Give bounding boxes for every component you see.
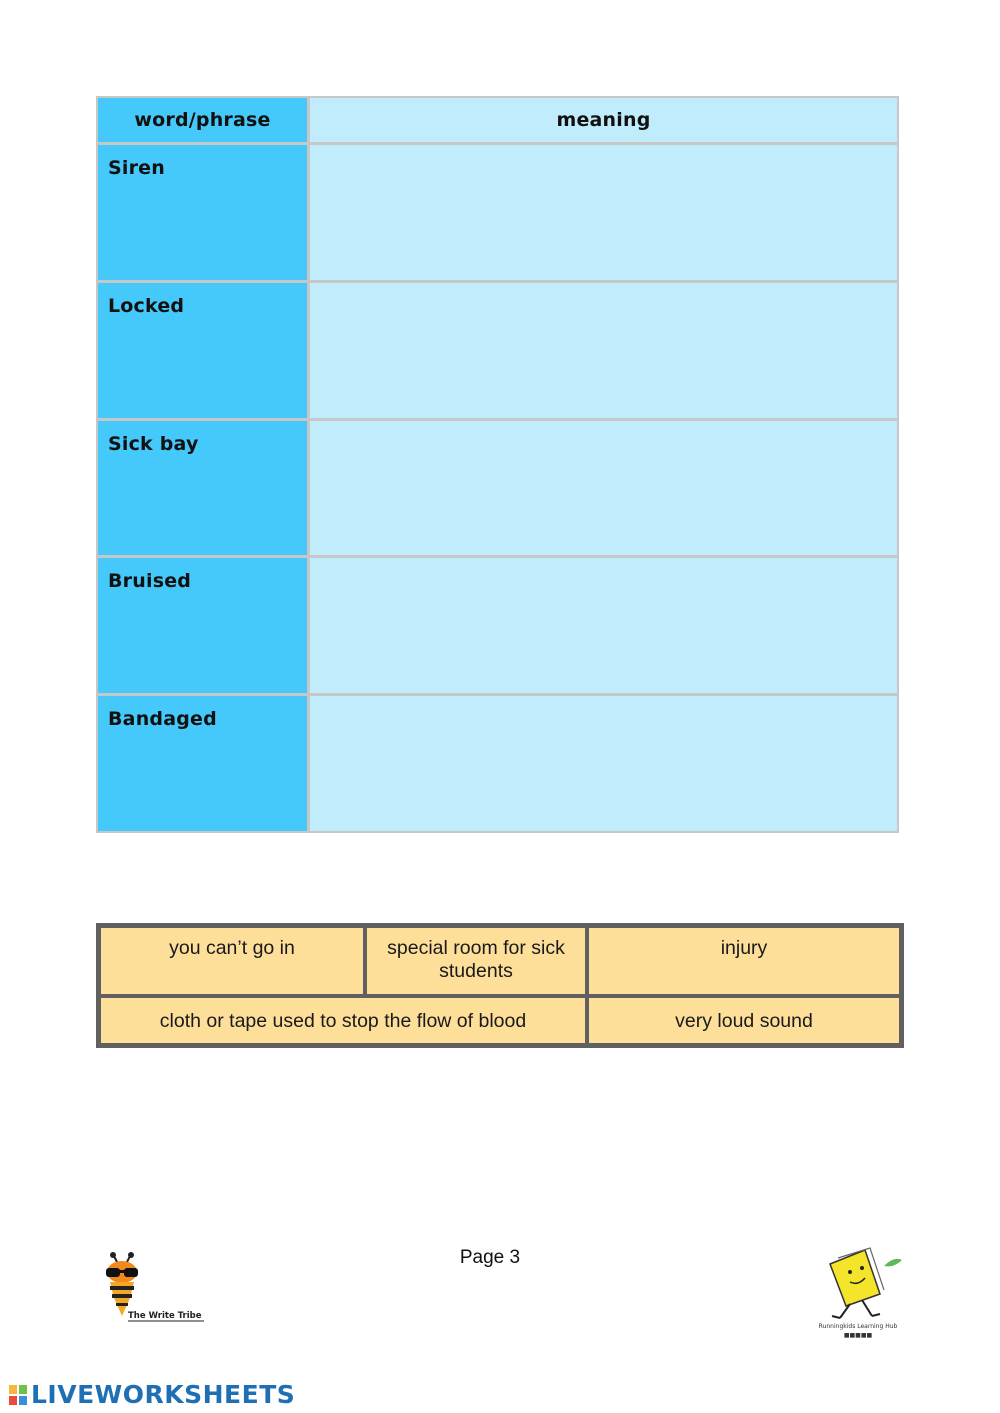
option-very-loud-sound[interactable]: very loud sound	[589, 998, 899, 1043]
word-label: Locked	[108, 294, 185, 317]
meaning-dropzone-sick-bay[interactable]	[310, 421, 897, 556]
meaning-dropzone-bruised[interactable]	[310, 558, 897, 693]
option-special-room[interactable]: special room for sick students	[367, 928, 585, 994]
vocabulary-table	[96, 96, 899, 833]
runningkids-logo-text: Runningkids Learning Hub	[818, 1323, 898, 1330]
header-meaning-label: meaning	[556, 109, 651, 131]
liveworksheets-brand[interactable]	[8, 1380, 295, 1409]
option-cloth-or-tape[interactable]: cloth or tape used to stop the flow of blood	[101, 998, 585, 1043]
liveworksheets-wordmark: LIVEWORKSHEETS	[31, 1380, 296, 1409]
page-number: Page 3	[459, 1247, 521, 1268]
runningkids-logo	[810, 1244, 906, 1344]
write-tribe-logo-text: The Write Tribe	[128, 1311, 202, 1321]
option-you-cant-go-in[interactable]: you can’t go in	[101, 928, 363, 994]
word-label: Bandaged	[108, 708, 217, 731]
word-label: Bruised	[108, 570, 192, 593]
word-cell-locked	[98, 283, 307, 418]
word-cell-siren	[98, 145, 307, 280]
word-cell-sick-bay	[98, 421, 307, 556]
write-tribe-logo	[98, 1250, 208, 1328]
word-bank	[96, 923, 904, 1048]
liveworksheets-logo-icon	[8, 1384, 28, 1406]
meaning-dropzone-locked[interactable]	[310, 283, 897, 418]
word-label: Siren	[108, 157, 165, 179]
option-injury[interactable]: injury	[589, 928, 899, 994]
word-cell-bruised	[98, 558, 307, 693]
header-meaning	[310, 98, 897, 142]
svg-text:■■■■■: ■■■■■	[843, 1332, 873, 1339]
meaning-dropzone-bandaged[interactable]	[310, 696, 897, 831]
header-word-phrase	[98, 98, 307, 142]
header-word-label: word/phrase	[134, 109, 271, 131]
word-cell-bandaged	[98, 696, 307, 831]
word-label: Sick bay	[108, 432, 199, 455]
meaning-dropzone-siren[interactable]	[310, 145, 897, 280]
